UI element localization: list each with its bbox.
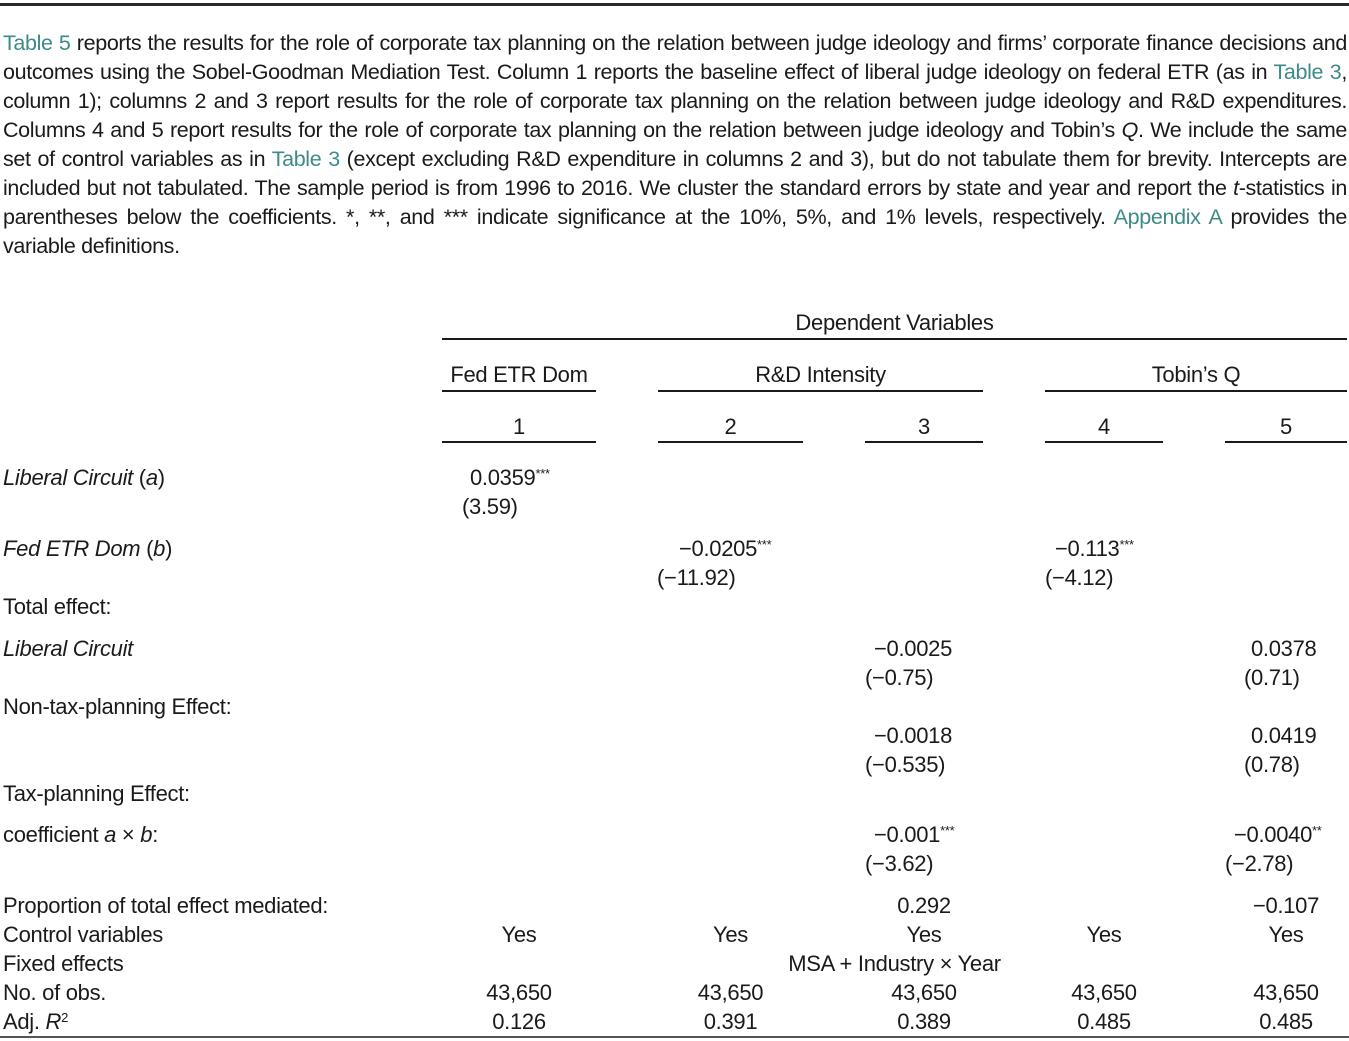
cell-t-stat: (−4.12)	[1045, 565, 1114, 590]
cell-fixed-effects-value: MSA + Industry × Year	[788, 951, 1001, 976]
group-header-rd-intensity: R&D Intensity	[755, 362, 886, 387]
link-table-5[interactable]: Table 5	[3, 31, 71, 55]
cell-t-stat: (0.78)	[1244, 752, 1300, 777]
column-rule	[658, 441, 803, 443]
table-caption	[3, 29, 1347, 261]
column-number-4: 4	[1098, 414, 1110, 439]
cell-value: 0.485	[1077, 1009, 1131, 1034]
row-label-liberal-circuit-a: Liberal Circuit (a)	[3, 465, 165, 490]
caption-text: reports the results for the role of corporate tax planning on the relation between judge ideology and firms’ corporate finance decisions and outcomes using the Sobel-Goodman Mediation Test. Column 1 reports the baseline effect of liberal judge ideology on federal ETR (as in	[3, 31, 1347, 84]
cell-coefficient: −0.001***	[874, 822, 955, 847]
cell-coefficient: −0.0040**	[1234, 822, 1322, 847]
column-number-2: 2	[724, 414, 737, 439]
caption-text: (except excluding R&D expenditure in columns 2 and 3), but do not tabulate them for brevity. Intercepts are included but not tabulated. The sample period is from 1996 to 2016. We cluster the standard errors by state and year and report the	[3, 147, 1347, 200]
cell-t-stat: (−3.62)	[865, 851, 934, 876]
column-number-5: 5	[1280, 414, 1292, 439]
significance-stars: ***	[940, 823, 955, 838]
row-label-coefficient-a-times-b: coefficient a × b:	[3, 822, 159, 847]
group-rule	[442, 390, 596, 392]
cell-value: 43,650	[697, 980, 764, 1005]
row-label-control-variables: Control variables	[3, 922, 163, 947]
cell-coefficient: −0.113***	[1055, 536, 1134, 561]
row-label-adj-r2: Adj. $R^2$	[3, 1009, 69, 1034]
cell-value: 0.126	[492, 1009, 546, 1034]
cell-t-stat: (−0.75)	[865, 665, 934, 690]
row-label-total-effect: Total effect:	[3, 594, 112, 619]
significance-stars: **	[1312, 823, 1322, 838]
cell-coefficient: 0.0359***	[470, 465, 550, 490]
caption-text: provides the variable definitions.	[3, 205, 1347, 258]
row-label-proportion-mediated: Proportion of total effect mediated:	[3, 893, 329, 918]
bottom-rule	[0, 1036, 1349, 1038]
column-rule	[442, 441, 596, 443]
cell-coefficient: −0.0205***	[679, 536, 772, 561]
cell-value: Yes	[906, 922, 942, 947]
column-rule	[1225, 441, 1347, 443]
top-rule	[0, 3, 1349, 6]
cell-t-stat: (0.71)	[1244, 665, 1300, 690]
cell-coefficient: −0.0018	[874, 723, 953, 748]
cell-coefficient: 0.0419	[1251, 723, 1317, 748]
caption-text: . We include the same set of control variables as in	[3, 118, 1347, 171]
cell-value: 43,650	[1071, 980, 1137, 1005]
significance-stars: ***	[757, 537, 772, 552]
link-table-3[interactable]: Table 3	[271, 147, 340, 171]
caption-text: -statistics in parentheses below the coefficients. *, **, and *** indicate significance at the 10%, 5%, and 1% levels, respectively.	[3, 176, 1347, 229]
cell-value: 0.391	[703, 1009, 758, 1034]
cell-value: 43,650	[891, 980, 957, 1005]
cell-value: 0.485	[1259, 1009, 1313, 1034]
significance-stars: ***	[535, 466, 550, 481]
group-rule	[1045, 390, 1347, 392]
column-number-1: 1	[513, 414, 525, 439]
cell-coefficient: −0.0025	[874, 636, 953, 661]
link-table-3[interactable]: Table 3	[1273, 60, 1342, 84]
spanner-dependent-variables: Dependent Variables	[795, 310, 994, 335]
cell-value: 43,650	[1253, 980, 1319, 1005]
column-rule	[1045, 441, 1163, 443]
cell-value: 0.292	[897, 893, 951, 918]
cell-t-stat: (−2.78)	[1225, 851, 1294, 876]
cell-t-stat: (−11.92)	[657, 565, 736, 590]
row-label-fed-etr-dom-b: Fed ETR Dom (b)	[3, 536, 173, 561]
cell-value: Yes	[713, 922, 748, 947]
cell-t-stat: (3.59)	[462, 494, 518, 519]
column-number-3: 3	[918, 414, 930, 439]
cell-value: −0.107	[1252, 893, 1320, 918]
cell-value: 43,650	[486, 980, 552, 1005]
caption-italic-t: t	[1233, 176, 1239, 200]
cell-value: Yes	[1268, 922, 1304, 947]
spanner-rule	[442, 338, 1347, 340]
group-rule	[658, 390, 983, 392]
row-label-non-tax-planning-effect: Non-tax-planning Effect:	[3, 694, 232, 719]
row-label-liberal-circuit: Liberal Circuit	[3, 636, 133, 661]
cell-t-stat: (−0.535)	[865, 752, 946, 777]
row-label-no-of-obs: No. of obs.	[3, 980, 107, 1005]
group-header-fed-etr: Fed ETR Dom	[450, 362, 588, 387]
link-appendix-a[interactable]: Appendix A	[1113, 205, 1222, 229]
column-rule	[865, 441, 983, 443]
row-label-fixed-effects: Fixed effects	[3, 951, 124, 976]
significance-stars: ***	[1119, 537, 1134, 552]
caption-text: , column 1); columns 2 and 3 report results for the role of corporate tax planning on the relation between judge ideology and R&D expenditures. Columns 4 and 5 report results for the role of corporate tax planning on the relation between judge ideology and Tobin’s	[3, 60, 1347, 142]
caption-italic-q: Q	[1121, 118, 1138, 142]
cell-coefficient: 0.0378	[1251, 636, 1317, 661]
cell-value: Yes	[501, 922, 537, 947]
row-label-tax-planning-effect: Tax-planning Effect:	[3, 781, 190, 806]
group-header-tobins-q: Tobin’s Q	[1151, 362, 1241, 387]
cell-value: 0.389	[897, 1009, 951, 1034]
cell-value: Yes	[1086, 922, 1122, 947]
